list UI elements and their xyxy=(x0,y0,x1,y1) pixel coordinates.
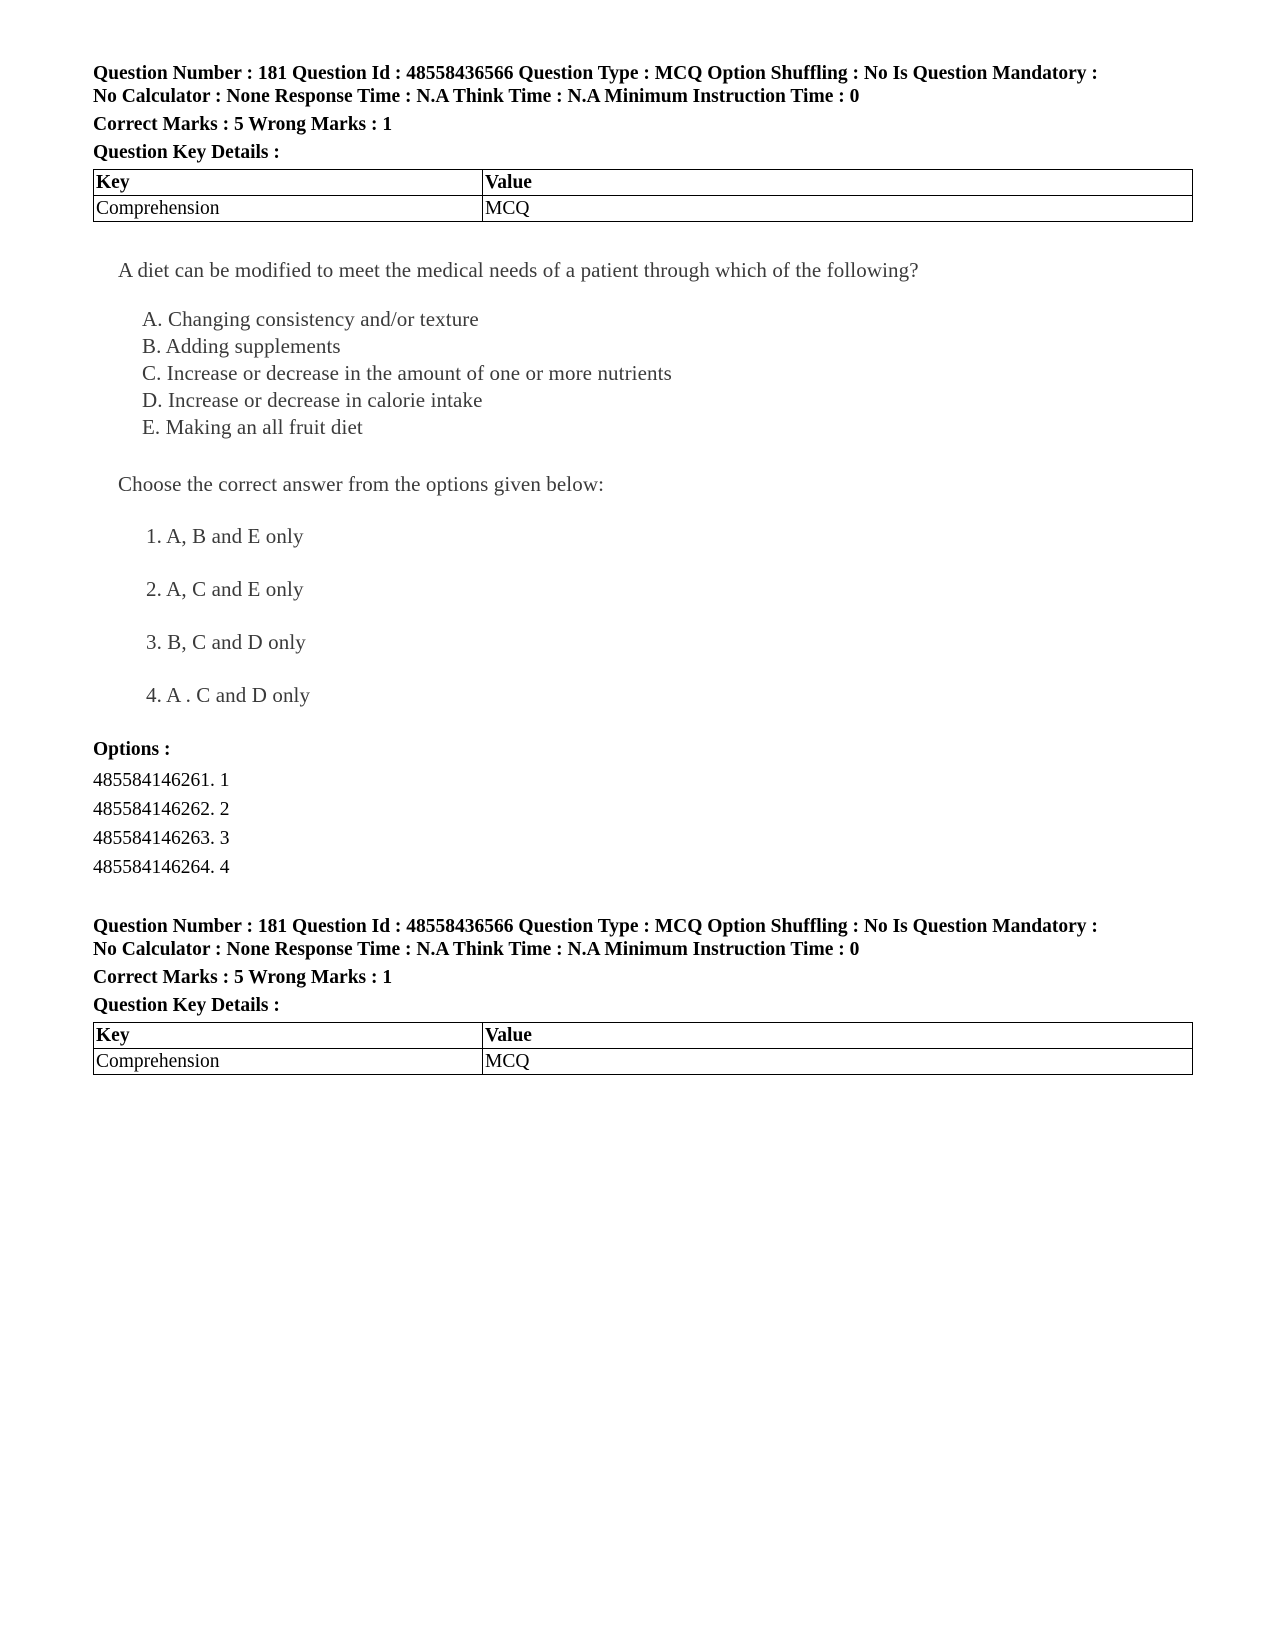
table-header-row xyxy=(94,170,1193,196)
options-heading: Options : xyxy=(93,739,171,760)
table-row xyxy=(94,196,1193,222)
table-cell: MCQ xyxy=(483,196,1193,222)
statement-item: C. Increase or decrease in the amount of one or more nutrients xyxy=(142,361,672,385)
key-details-table xyxy=(93,169,1193,222)
answer-choice: 3. B, C and D only xyxy=(146,630,306,654)
question-stem: A diet can be modified to meet the medical needs of a patient through which of the following? xyxy=(118,258,919,282)
question-image xyxy=(104,240,1024,720)
statement-item: E. Making an all fruit diet xyxy=(142,415,363,439)
table-cell: Comprehension xyxy=(94,196,483,222)
option-item: 485584146263. 3 xyxy=(93,828,230,849)
statement-item: B. Adding supplements xyxy=(142,334,341,358)
option-item: 485584146264. 4 xyxy=(93,857,230,878)
options-section xyxy=(93,738,1193,882)
answer-choice: 1. A, B and E only xyxy=(146,524,304,548)
key-details-heading: Question Key Details : xyxy=(93,142,280,163)
question-meta-block-1 xyxy=(93,62,1193,222)
marks-line: Correct Marks : 5 Wrong Marks : 1 xyxy=(93,114,393,135)
table-header-cell: Value xyxy=(483,170,1193,196)
question-meta-line: No Calculator : None Response Time : N.A Think Time : N.A Minimum Instruction Time : 0 xyxy=(93,939,860,960)
answer-choice: 2. A, C and E only xyxy=(146,577,304,601)
table-header-cell: Key xyxy=(94,170,483,196)
table-header-cell: Key xyxy=(94,1023,483,1049)
statement-item: D. Increase or decrease in calorie intake xyxy=(142,388,483,412)
table-cell: Comprehension xyxy=(94,1049,483,1075)
question-meta-line: No Calculator : None Response Time : N.A Think Time : N.A Minimum Instruction Time : 0 xyxy=(93,86,860,107)
question-instruction: Choose the correct answer from the options given below: xyxy=(118,472,605,496)
question-meta-block-2 xyxy=(93,915,1193,1075)
answer-choice: 4. A . C and D only xyxy=(146,683,311,707)
question-meta-line: Question Number : 181 Question Id : 48558436566 Question Type : MCQ Option Shuffling : No Is Question Mandatory : xyxy=(93,916,1098,937)
option-item: 485584146261. 1 xyxy=(93,770,230,791)
table-header-cell: Value xyxy=(483,1023,1193,1049)
option-item: 485584146262. 2 xyxy=(93,799,230,820)
statement-item: A. Changing consistency and/or texture xyxy=(142,307,479,331)
question-meta-line: Question Number : 181 Question Id : 48558436566 Question Type : MCQ Option Shuffling : No Is Question Mandatory : xyxy=(93,63,1098,84)
table-header-row xyxy=(94,1023,1193,1049)
table-cell: MCQ xyxy=(483,1049,1193,1075)
marks-line: Correct Marks : 5 Wrong Marks : 1 xyxy=(93,967,393,988)
table-row xyxy=(94,1049,1193,1075)
key-details-table xyxy=(93,1022,1193,1075)
key-details-heading: Question Key Details : xyxy=(93,995,280,1016)
